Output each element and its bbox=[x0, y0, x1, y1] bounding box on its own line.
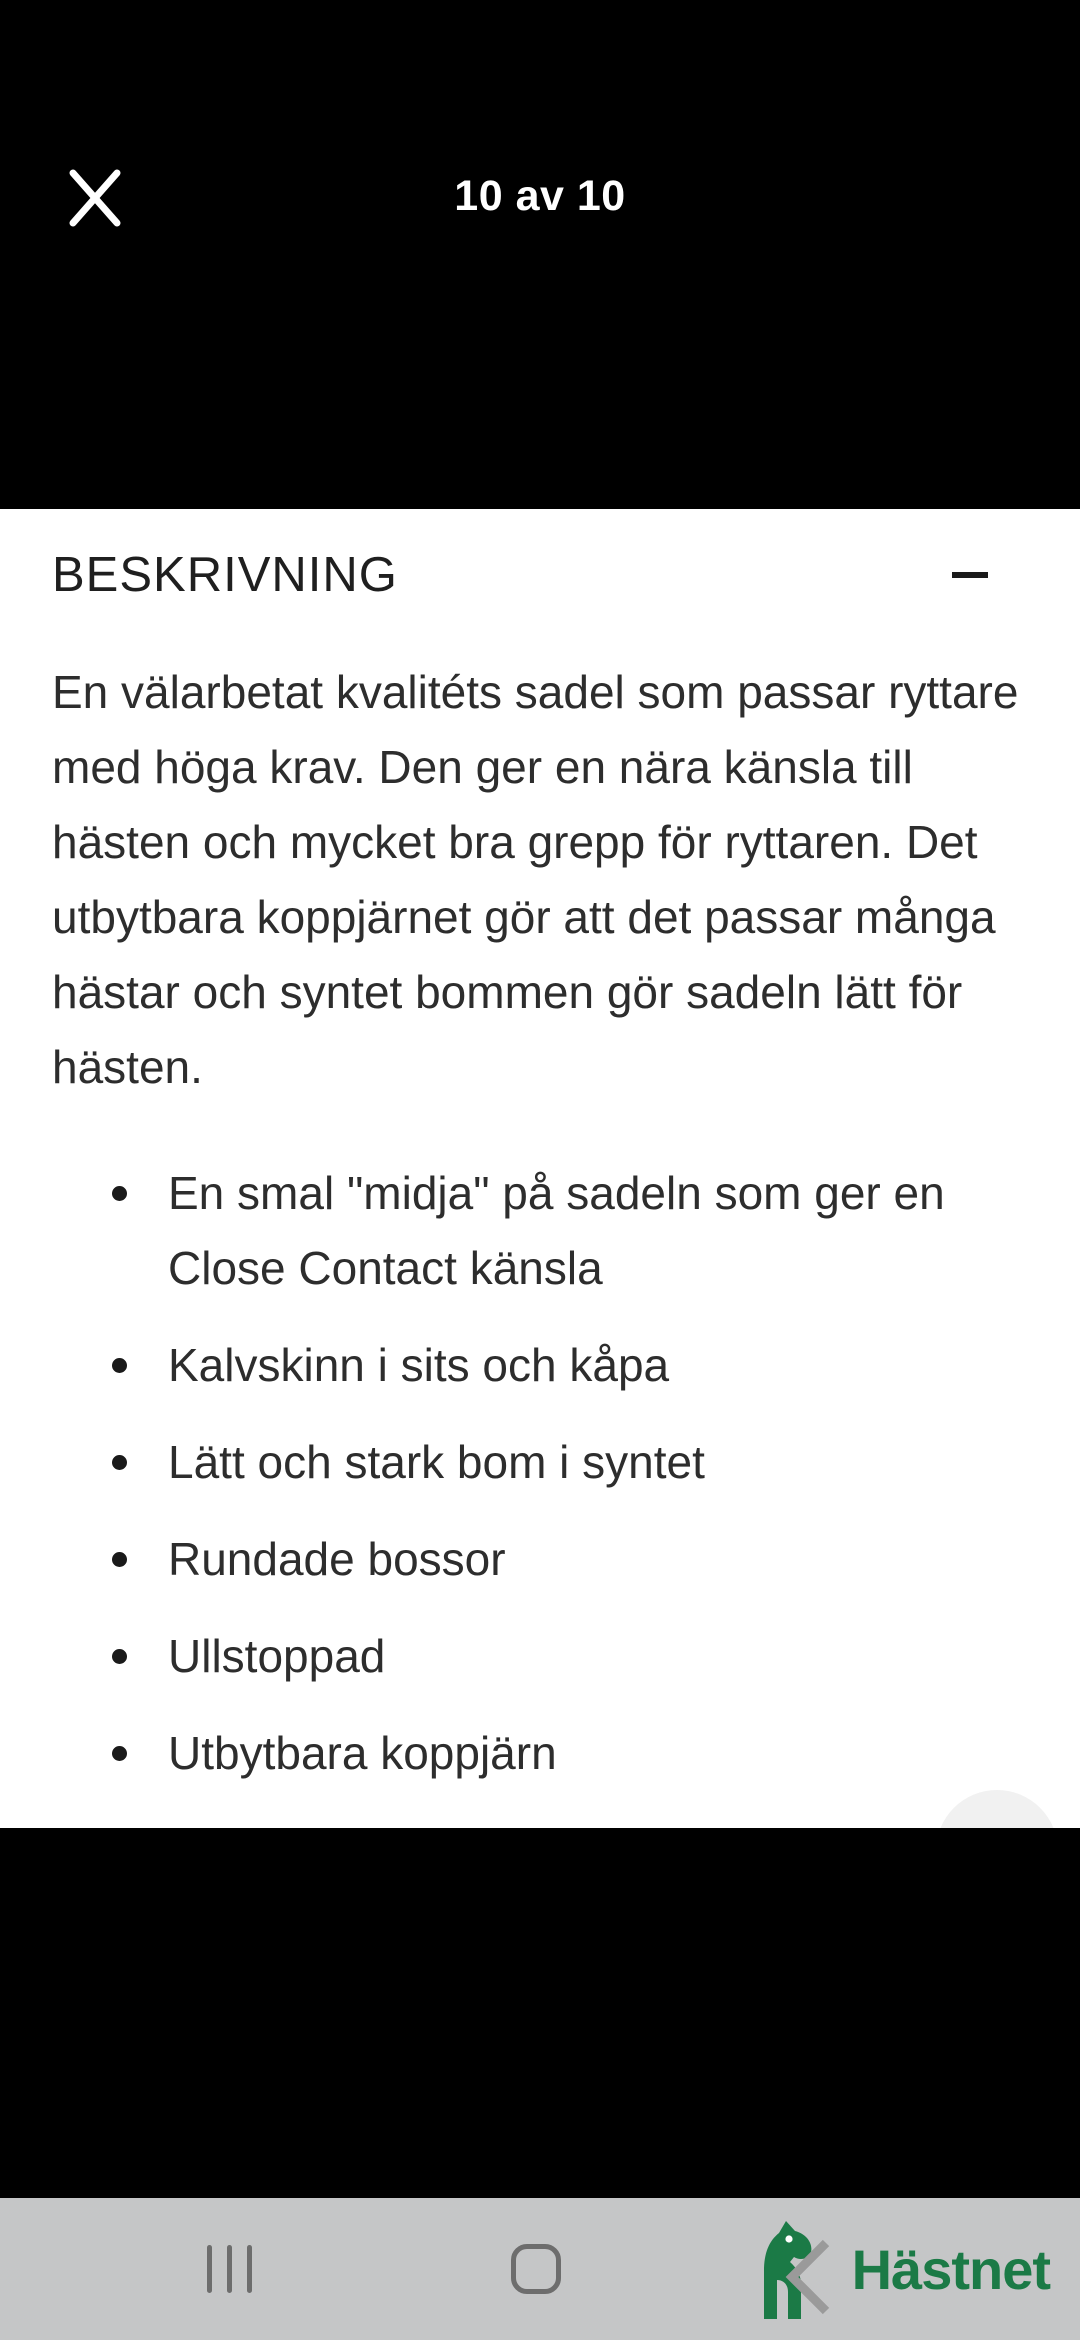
recents-icon bbox=[207, 2245, 212, 2293]
image-counter: 10 av 10 bbox=[454, 172, 626, 220]
android-navbar bbox=[0, 2198, 1080, 2340]
feature-item: En smal "midja" på sadeln som ger en Close Contact känsla bbox=[52, 1156, 1032, 1306]
section-title: BESKRIVNING bbox=[52, 548, 398, 602]
description-sheet bbox=[0, 509, 1080, 1828]
feature-item: Rundade bossor bbox=[52, 1522, 1032, 1597]
floating-button-peek bbox=[936, 1790, 1058, 1828]
feature-item: Kalvskinn i sits och kåpa bbox=[52, 1328, 1032, 1403]
horse-icon bbox=[750, 2219, 850, 2319]
description-paragraph: En välarbetat kvalitéts sadel som passar ryttare med höga krav. Den ger en nära känsla till hästen och mycket bra grepp för ryttaren. Det utbytbara koppjärnet gör att det passar många hästar och syntet bommen gör sadeln lätt för hästen. bbox=[52, 666, 1019, 1093]
recents-button[interactable] bbox=[207, 2198, 252, 2340]
feature-item: Lätt och stark bom i syntet bbox=[52, 1425, 1032, 1500]
collapse-section-button[interactable] bbox=[946, 558, 994, 592]
feature-item: Utbytbara koppjärn bbox=[52, 1716, 1032, 1791]
description-sheet-header bbox=[52, 539, 1028, 611]
minus-icon bbox=[952, 572, 988, 578]
home-button[interactable] bbox=[511, 2198, 561, 2340]
viewer-topbar bbox=[0, 0, 1080, 509]
hastnet-logo bbox=[750, 2198, 1050, 2340]
feature-item: Ullstoppad bbox=[52, 1619, 1032, 1694]
brand-name: Hästnet bbox=[851, 2237, 1050, 2301]
home-icon bbox=[511, 2244, 561, 2294]
feature-list bbox=[52, 1156, 1032, 1791]
